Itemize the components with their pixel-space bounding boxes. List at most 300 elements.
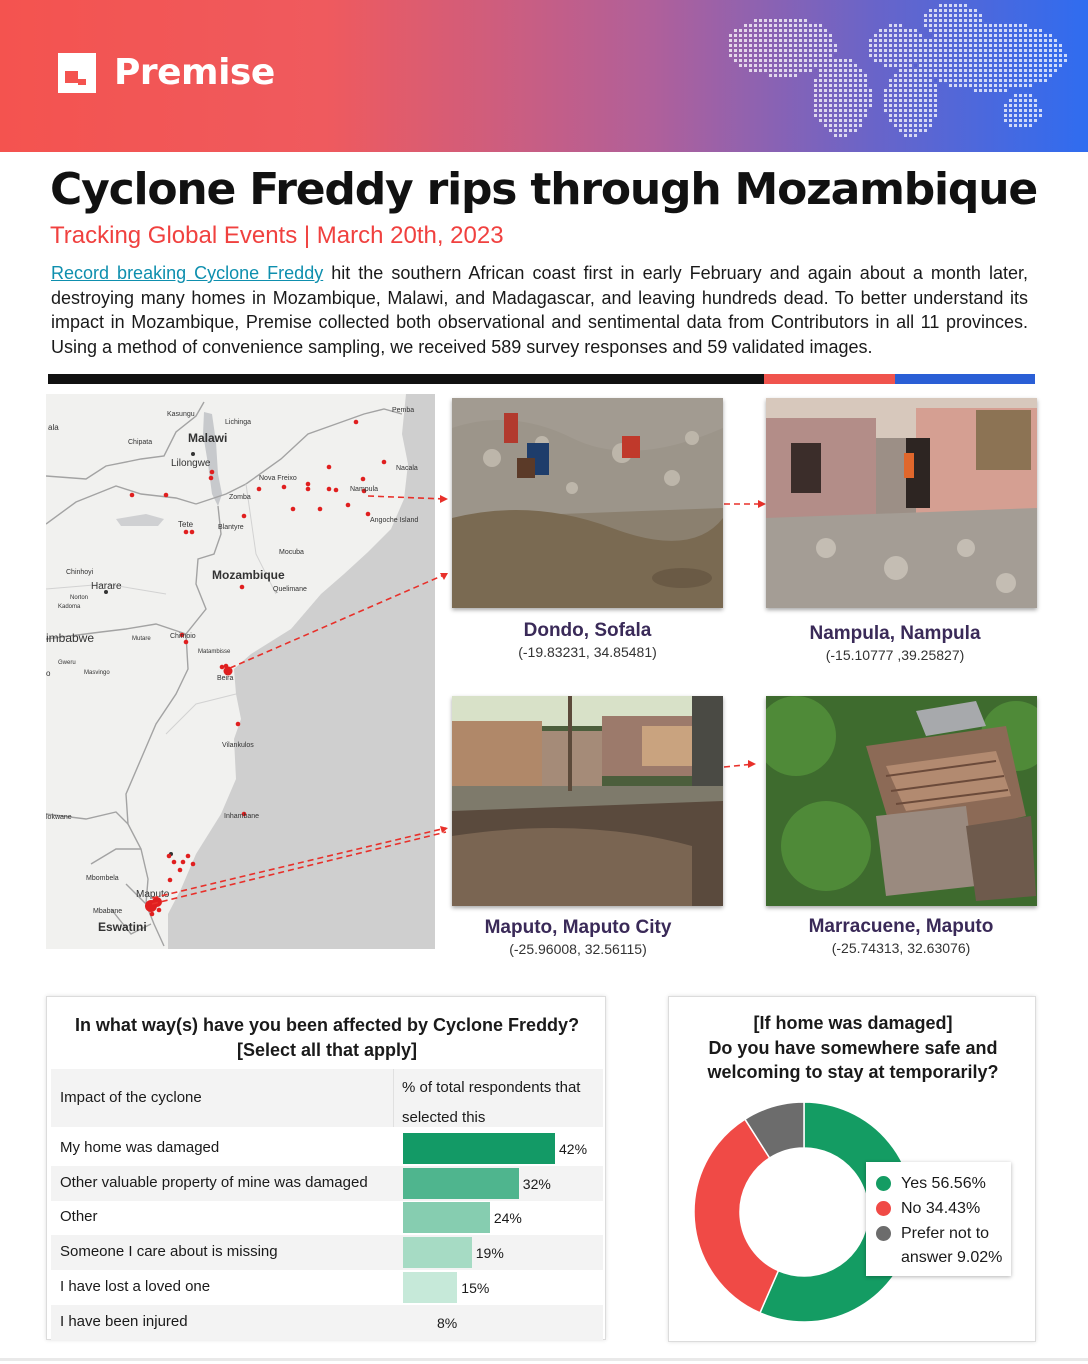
world-map-dot <box>1019 64 1022 67</box>
impact-bar <box>403 1133 555 1164</box>
world-map-dot <box>819 99 822 102</box>
world-map-dot <box>824 54 827 57</box>
world-map-dot <box>969 69 972 72</box>
world-map-dot <box>824 109 827 112</box>
table-row <box>51 1270 603 1305</box>
world-map-dot <box>944 14 947 17</box>
world-map-dot <box>834 44 837 47</box>
world-map-dot <box>969 49 972 52</box>
map-label-nampula: Nampula <box>350 486 379 493</box>
world-map-dot <box>889 99 892 102</box>
world-map-dot <box>1034 114 1037 117</box>
world-map-dot <box>774 54 777 57</box>
world-map-dot <box>914 84 917 87</box>
world-map-dot <box>989 54 992 57</box>
premise-logo[interactable] <box>58 52 275 93</box>
caption-place: Marracuene, Maputo <box>808 916 994 937</box>
world-map-dot <box>894 114 897 117</box>
world-map-dot <box>929 49 932 52</box>
world-map-dot <box>959 84 962 87</box>
world-map-dot <box>914 74 917 77</box>
world-map-dot <box>874 59 877 62</box>
world-map-dot <box>934 89 937 92</box>
world-map-dot <box>1019 114 1022 117</box>
world-map-dot <box>769 74 772 77</box>
world-map-dot <box>759 24 762 27</box>
world-map-dot <box>744 64 747 67</box>
world-map-dot <box>974 34 977 37</box>
world-map-dot <box>1009 69 1012 72</box>
world-map-dot <box>909 119 912 122</box>
world-map-dot <box>844 84 847 87</box>
world-map-dot <box>1019 34 1022 37</box>
world-map-dot <box>894 39 897 42</box>
world-map-dot <box>744 29 747 32</box>
world-map-dot <box>834 74 837 77</box>
world-map-dot <box>1044 79 1047 82</box>
world-map-dot <box>929 19 932 22</box>
world-map-dot <box>799 29 802 32</box>
world-map-dot <box>939 29 942 32</box>
world-map-dot <box>749 24 752 27</box>
world-map-dot <box>729 34 732 37</box>
world-map-dot <box>774 39 777 42</box>
world-map-dot <box>734 39 737 42</box>
world-map-dot <box>1039 109 1042 112</box>
column-header-impact: Impact of the cyclone <box>60 1089 202 1106</box>
world-map-dot <box>964 84 967 87</box>
world-map-dot <box>854 129 857 132</box>
world-map-dot <box>784 24 787 27</box>
world-map-dot <box>904 54 907 57</box>
chart-legend <box>866 1162 1011 1276</box>
impact-label: I have lost a loved one <box>60 1277 211 1295</box>
world-map-dot <box>764 34 767 37</box>
world-map-dot <box>829 114 832 117</box>
world-map-dot <box>964 79 967 82</box>
world-map-dot <box>909 39 912 42</box>
world-map-dot <box>944 69 947 72</box>
map-label-inhambane: Inhambane <box>224 813 260 820</box>
impact-label: I have been injured <box>60 1312 188 1330</box>
world-map-dot <box>919 69 922 72</box>
world-map-dot <box>819 59 822 62</box>
world-map-dot <box>829 39 832 42</box>
world-map-dot <box>934 99 937 102</box>
world-map-dot <box>884 104 887 107</box>
map-label-norton: Norton <box>70 595 89 601</box>
world-map-dot <box>984 44 987 47</box>
map-label-vilankulos: Vilankulos <box>222 742 254 749</box>
world-map-dot <box>899 64 902 67</box>
world-map-dot <box>949 49 952 52</box>
world-map-dot <box>914 134 917 137</box>
world-map-dot <box>1014 54 1017 57</box>
world-map-dot <box>824 69 827 72</box>
world-map-dot <box>979 29 982 32</box>
world-map-dot <box>974 14 977 17</box>
cyclone-freddy-link[interactable]: Record breaking Cyclone Freddy <box>51 263 324 283</box>
world-map-dot <box>1024 49 1027 52</box>
world-map-dot <box>844 114 847 117</box>
world-map-dot <box>879 59 882 62</box>
world-map-dot <box>994 89 997 92</box>
world-map-dot <box>994 39 997 42</box>
world-map-dot <box>949 29 952 32</box>
world-map-dot <box>934 44 937 47</box>
world-map-dot <box>779 19 782 22</box>
world-map-dot <box>769 49 772 52</box>
world-map-dot <box>829 49 832 52</box>
world-map-dot <box>789 64 792 67</box>
world-map-dot <box>754 59 757 62</box>
world-map-dot <box>959 54 962 57</box>
world-map-dot <box>1034 119 1037 122</box>
world-map-dot <box>924 74 927 77</box>
world-map-dot <box>789 24 792 27</box>
world-map-dot <box>789 34 792 37</box>
world-map-dot <box>1029 54 1032 57</box>
world-map-dot <box>934 64 937 67</box>
world-map-dot <box>834 64 837 67</box>
world-map-dot <box>1004 64 1007 67</box>
world-map-dot <box>784 29 787 32</box>
world-map-dot <box>999 24 1002 27</box>
world-map-dot <box>1049 54 1052 57</box>
world-map-dot <box>859 84 862 87</box>
world-map-dot <box>859 119 862 122</box>
world-map-dot <box>754 64 757 67</box>
world-map-dot <box>809 49 812 52</box>
impact-label: Someone I care about is missing <box>60 1243 278 1261</box>
world-map-dot <box>1014 84 1017 87</box>
contributor-location-dot <box>186 854 191 859</box>
map-label-lokwane: lokwane <box>46 814 72 821</box>
world-map-dot <box>784 34 787 37</box>
world-map-dot <box>819 39 822 42</box>
world-map-dot <box>864 79 867 82</box>
world-map-dot <box>839 89 842 92</box>
world-map-dot <box>1009 109 1012 112</box>
caption-coords: (-15.10777 ,39.25827) <box>825 647 965 663</box>
world-map-dot <box>804 29 807 32</box>
world-map-dot <box>994 34 997 37</box>
divider-blue <box>895 374 1035 384</box>
world-map-dot <box>814 94 817 97</box>
world-map-dot <box>829 99 832 102</box>
world-map-dot <box>974 74 977 77</box>
world-map-dot <box>929 44 932 47</box>
world-map-dot <box>964 39 967 42</box>
world-map-dot <box>939 14 942 17</box>
world-map-dot <box>909 34 912 37</box>
world-map-dot <box>1019 94 1022 97</box>
world-map-dot <box>814 34 817 37</box>
world-map-dot <box>914 34 917 37</box>
world-map-dot <box>914 99 917 102</box>
contributor-location-dot <box>236 722 241 727</box>
world-map-dot <box>799 44 802 47</box>
world-map-dot <box>854 124 857 127</box>
world-map-dot <box>894 49 897 52</box>
world-map-dot <box>729 39 732 42</box>
impact-bar <box>403 1237 472 1268</box>
photo-marracuene-roof[interactable] <box>766 696 1037 906</box>
world-map-dot <box>859 94 862 97</box>
world-map-dot <box>1034 109 1037 112</box>
world-map-dot <box>934 19 937 22</box>
world-map-dot <box>789 49 792 52</box>
world-map-dot <box>989 69 992 72</box>
world-map-dot <box>1049 59 1052 62</box>
contributor-location-dot <box>291 507 296 512</box>
world-map-dot <box>794 29 797 32</box>
shelter-question-line1: [If home was damaged] <box>753 1013 953 1033</box>
world-map-dot <box>1004 114 1007 117</box>
world-map-dot <box>904 74 907 77</box>
world-map-dot <box>964 19 967 22</box>
impact-table-header <box>51 1069 603 1127</box>
world-map-dot <box>884 89 887 92</box>
world-map-dot <box>1009 49 1012 52</box>
world-map-dot <box>729 54 732 57</box>
world-map-dot <box>979 69 982 72</box>
world-map-dot <box>1014 44 1017 47</box>
world-map-dot <box>769 29 772 32</box>
world-map-dot <box>974 64 977 67</box>
world-map-dot <box>1019 79 1022 82</box>
world-map-dot <box>949 64 952 67</box>
contributor-location-dot <box>178 868 183 873</box>
world-map-dot <box>849 69 852 72</box>
world-map-dot <box>944 59 947 62</box>
world-map-dot <box>769 34 772 37</box>
impact-label: Other <box>60 1208 98 1226</box>
world-map-dot <box>1024 44 1027 47</box>
photo-nampula-collapsed-house[interactable] <box>766 398 1037 608</box>
world-map-dot <box>1029 59 1032 62</box>
world-map-dot <box>894 124 897 127</box>
world-map-dot <box>864 74 867 77</box>
world-map-dot <box>889 64 892 67</box>
world-map-dot <box>849 119 852 122</box>
world-map-dot <box>929 119 932 122</box>
world-map-dot <box>839 74 842 77</box>
world-map-dot <box>1029 39 1032 42</box>
world-map-dot <box>944 64 947 67</box>
world-map-dot <box>999 74 1002 77</box>
contributor-location-dot <box>150 912 155 917</box>
world-map-dot <box>759 29 762 32</box>
world-map-dot <box>999 64 1002 67</box>
world-map-dot <box>854 89 857 92</box>
world-map-dot <box>934 24 937 27</box>
world-map-dot <box>889 94 892 97</box>
world-map-dot <box>769 39 772 42</box>
world-map-dot <box>889 109 892 112</box>
world-map-dot <box>939 19 942 22</box>
world-map-dot <box>944 44 947 47</box>
caption-place: Nampula, Nampula <box>809 623 981 644</box>
world-map-dot <box>889 104 892 107</box>
world-map-dot <box>819 69 822 72</box>
map-label-harare: Harare <box>91 581 122 592</box>
world-map-dot <box>964 9 967 12</box>
world-map-dot <box>984 64 987 67</box>
world-map-dot <box>1034 59 1037 62</box>
world-map-dot <box>904 104 907 107</box>
map-label-chinhoyi: Chinhoyi <box>66 569 94 576</box>
world-map-dot <box>1004 39 1007 42</box>
world-map-dot <box>849 104 852 107</box>
world-map-dot <box>829 69 832 72</box>
world-map-dot <box>1014 59 1017 62</box>
world-map-dot <box>1049 39 1052 42</box>
world-map-dot <box>929 39 932 42</box>
world-map-dot <box>954 54 957 57</box>
photo-dondo-rubble[interactable] <box>452 398 723 608</box>
world-map-dot <box>789 54 792 57</box>
world-map-dot <box>889 114 892 117</box>
world-map-dot <box>1009 124 1012 127</box>
world-map-dot <box>749 39 752 42</box>
world-map-dot <box>979 59 982 62</box>
world-map-dot <box>954 24 957 27</box>
world-map-dot <box>1019 119 1022 122</box>
world-map-dot <box>954 69 957 72</box>
world-map-dot <box>949 19 952 22</box>
world-map-dot <box>899 124 902 127</box>
world-map-dot <box>924 89 927 92</box>
world-map-dot <box>819 104 822 107</box>
world-map-dot <box>979 49 982 52</box>
world-map-dot <box>964 29 967 32</box>
map-label-zomba: Zomba <box>229 494 251 501</box>
world-map-dot <box>904 109 907 112</box>
world-map-dot <box>819 49 822 52</box>
contributor-location-dot <box>130 493 135 498</box>
world-map-dot <box>744 34 747 37</box>
world-map-dot <box>834 124 837 127</box>
world-map-dot <box>774 74 777 77</box>
world-map-dot <box>779 54 782 57</box>
legend-swatch <box>876 1176 891 1191</box>
world-map-dot <box>769 64 772 67</box>
world-map-dot <box>974 69 977 72</box>
world-map-dot <box>739 39 742 42</box>
world-map-dot <box>849 114 852 117</box>
world-map-dot <box>914 39 917 42</box>
map-label-tete: Tete <box>178 520 194 529</box>
world-map-dot <box>794 74 797 77</box>
table-row <box>51 1305 603 1340</box>
world-map-dot <box>999 79 1002 82</box>
world-map-dot <box>1004 119 1007 122</box>
world-map-dot <box>844 134 847 137</box>
world-map-dot <box>924 19 927 22</box>
map-label-kasungu: Kasungu <box>167 411 195 418</box>
world-map-dot <box>1039 64 1042 67</box>
world-map-dot <box>1039 54 1042 57</box>
photo-maputo-flooding[interactable] <box>452 696 723 906</box>
map-label-mutare: Mutare <box>132 636 151 642</box>
world-map-dot <box>944 19 947 22</box>
world-map-dot <box>769 19 772 22</box>
world-map-dot <box>974 24 977 27</box>
world-map-dot <box>809 34 812 37</box>
world-map-dot <box>969 34 972 37</box>
world-map-dot <box>864 99 867 102</box>
world-map-dot <box>974 79 977 82</box>
world-map-dot <box>774 59 777 62</box>
map-label-chimoio: Chimoio <box>170 633 196 640</box>
world-map-dot <box>864 89 867 92</box>
world-map-dot <box>1014 104 1017 107</box>
world-map-dot <box>759 39 762 42</box>
world-map-dot <box>889 39 892 42</box>
world-map-dot <box>829 94 832 97</box>
world-map-dot <box>919 119 922 122</box>
world-map-dot <box>779 29 782 32</box>
world-map-dot <box>954 34 957 37</box>
legend-swatch <box>876 1226 891 1241</box>
world-map-dot <box>1009 34 1012 37</box>
world-map-dot <box>979 74 982 77</box>
world-map-dot <box>734 34 737 37</box>
world-map-dot <box>969 9 972 12</box>
world-map-dot <box>814 99 817 102</box>
contributor-location-dot <box>346 503 351 508</box>
world-map-dot <box>919 129 922 132</box>
contributor-location-dot <box>172 860 177 865</box>
world-map-dot <box>1034 104 1037 107</box>
world-map-dot <box>909 94 912 97</box>
world-map-dot <box>989 79 992 82</box>
world-map-dot <box>994 79 997 82</box>
world-map-dot <box>909 69 912 72</box>
world-map-dot <box>859 99 862 102</box>
map-label-malawi: Malawi <box>188 431 228 445</box>
contributor-location-dot <box>354 420 359 425</box>
world-map-dot <box>919 34 922 37</box>
world-map-dot <box>934 69 937 72</box>
world-map-dot <box>894 54 897 57</box>
world-map-dot <box>889 24 892 27</box>
world-map-dot <box>1024 59 1027 62</box>
world-map-dot <box>854 69 857 72</box>
world-map-dot <box>1044 49 1047 52</box>
world-map-dot <box>899 74 902 77</box>
footer-rule <box>0 1358 1088 1361</box>
world-map-dot <box>934 9 937 12</box>
world-map-dot <box>979 84 982 87</box>
shelter-question-line2: Do you have somewhere safe and <box>708 1037 998 1058</box>
world-map-dot <box>969 24 972 27</box>
world-map-dot <box>1019 104 1022 107</box>
world-map-dot <box>814 104 817 107</box>
world-map-dot <box>1039 49 1042 52</box>
world-map-dot <box>839 64 842 67</box>
world-map-dot <box>914 59 917 62</box>
world-map-dot <box>1014 79 1017 82</box>
world-map-dot <box>1009 29 1012 32</box>
world-map-dot <box>814 109 817 112</box>
divider-red <box>764 374 895 384</box>
world-map-dot <box>979 19 982 22</box>
world-map-dot <box>754 19 757 22</box>
world-map-dot <box>899 39 902 42</box>
world-map-dot <box>1039 39 1042 42</box>
